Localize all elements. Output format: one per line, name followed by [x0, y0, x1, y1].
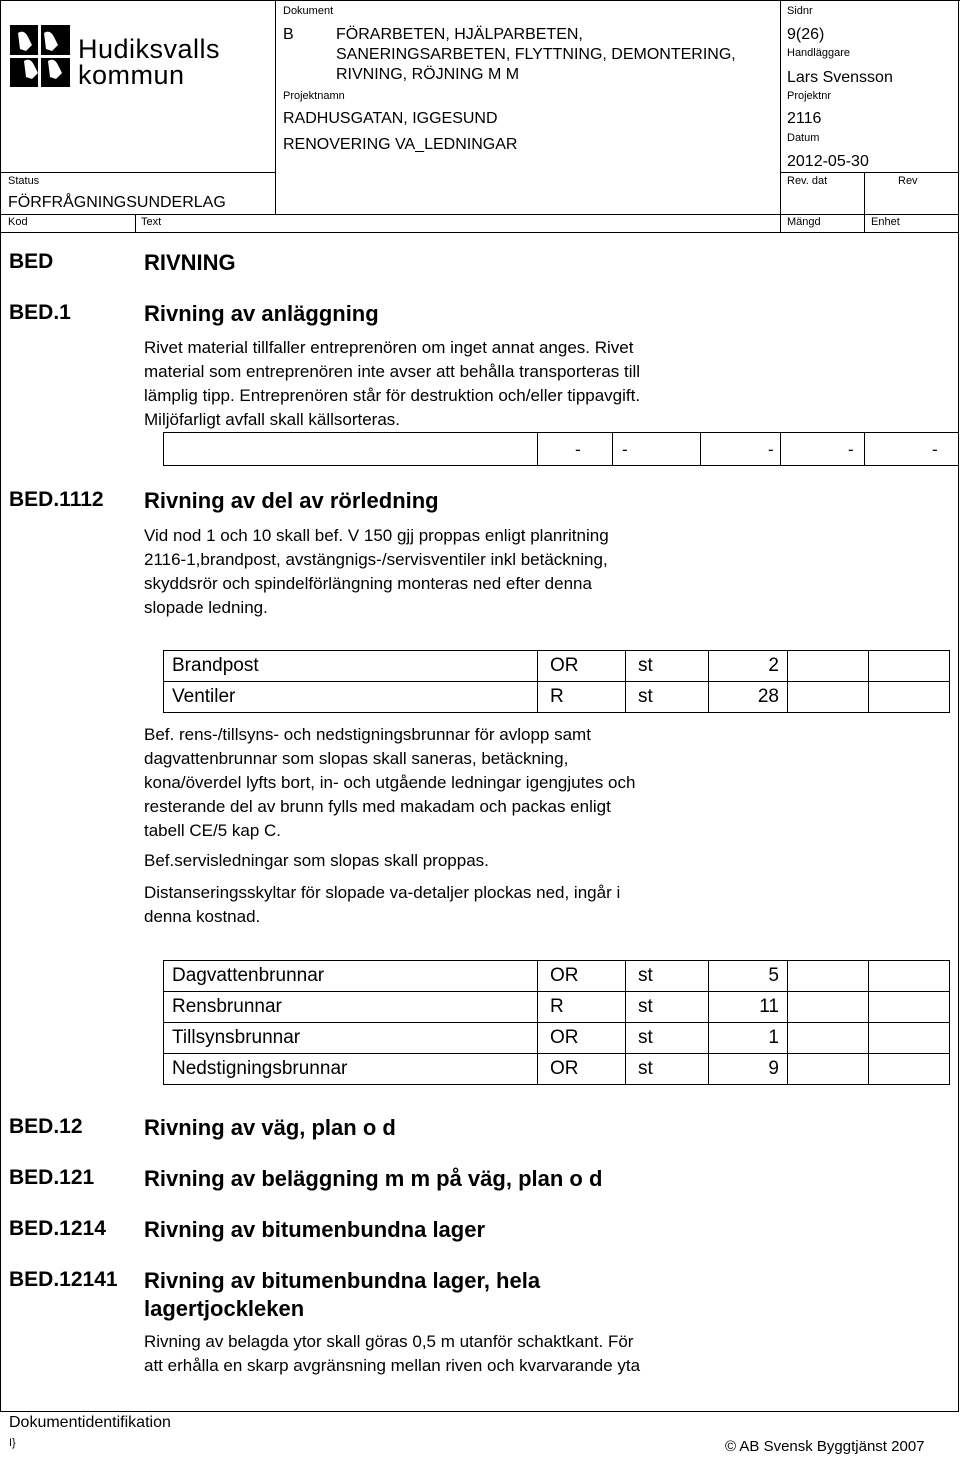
section-code: BED [9, 250, 54, 273]
dokument-line-1: FÖRARBETEN, HJÄLPARBETEN, [336, 26, 583, 43]
item-unit: st [626, 682, 709, 713]
dash-cell: - [848, 440, 854, 459]
handlaggare-value: Lars Svensson [787, 69, 893, 86]
item-unit: st [626, 961, 709, 992]
item-unit: st [626, 1054, 709, 1085]
section-code: BED.1112 [9, 488, 104, 511]
docid-value: I} [9, 1437, 16, 1449]
section-text: Rivet material tillfaller entreprenören om inget annat anges. Rivet material som entreprenören inte avser att behålla transporteras till lämplig tipp. Entreprenören står för destruktion och/eller tippavgift. Miljöfarligt avfall skall källsorteras. [144, 338, 641, 429]
section-code: BED.1 [9, 301, 71, 324]
item-name: Nedstigningsbrunnar [164, 1054, 538, 1085]
section-title: Rivning av beläggning m m på väg, plan o d [144, 1166, 603, 1191]
item-qty: 1 [709, 1023, 788, 1054]
dash-cell: - [932, 440, 938, 459]
item-code: OR [538, 651, 626, 682]
projektnr-value: 2116 [787, 110, 822, 127]
section-title: Rivning av väg, plan o d [144, 1115, 396, 1140]
handlaggare-label: Handläggare [787, 47, 850, 59]
sidnr-label: Sidnr [787, 5, 813, 17]
status-label: Status [8, 175, 40, 187]
item-name: Ventiler [164, 682, 538, 713]
table-row [164, 1023, 950, 1054]
section-text: Rivning av belagda ytor skall göras 0,5 m utanför schaktkant. För att erhålla en skarp avgränsning mellan riven och kvarvarande yta [144, 1332, 641, 1375]
status-value: FÖRFRÅGNINGSUNDERLAG [8, 194, 226, 211]
section-title: RIVNING [144, 250, 236, 275]
paragraph-skyltar: Distanseringsskyltar för slopade va-detaljer plockas ned, ingår i denna kostnad. [144, 883, 621, 926]
quantity-table-2 [163, 960, 950, 1085]
projektnamn-line-2: RENOVERING VA_LEDNINGAR [283, 136, 518, 153]
rev-label: Rev [898, 175, 918, 187]
item-unit: st [626, 651, 709, 682]
item-code: R [538, 992, 626, 1023]
dash-cell: - [575, 440, 581, 459]
col-text: Text [141, 216, 162, 228]
paragraph-servis: Bef.servisledningar som slopas skall proppas. [144, 851, 489, 870]
dokument-line-2: SANERINGSARBETEN, FLYTTNING, DEMONTERING, [336, 46, 736, 63]
docid-label: Dokumentidentifikation [9, 1414, 171, 1431]
section-text: Vid nod 1 och 10 skall bef. V 150 gjj proppas enligt planritning 2116-1,brandpost, avstängnigs-/servisventiler inkl betäckning, skyddsrör och spindelförlängning monteras ned efter denna slopade ledning. [144, 526, 609, 617]
item-code: OR [538, 1054, 626, 1085]
table-row [164, 651, 950, 682]
section-code: BED.12 [9, 1115, 83, 1138]
sidnr-value: 9(26) [787, 26, 825, 43]
col-kod: Kod [8, 216, 28, 228]
dokument-label: Dokument [283, 5, 334, 17]
section-title: Rivning av bitumenbundna lager, hela [144, 1268, 541, 1293]
paragraph-brunnar: Bef. rens-/tillsyns- och nedstigningsbrunnar för avlopp samt dagvattenbrunnar som slopas skall saneras, betäckning, kona/överdel lyfts bort, in- och utgående ledningar igengjutes och resterande del av brunn fylls med makadam och packas enligt tabell CE/5 kap C. [144, 725, 636, 840]
col-enhet: Enhet [871, 216, 900, 228]
section-code: BED.121 [9, 1166, 95, 1189]
goat-crest-icon [10, 25, 70, 87]
item-unit: st [626, 1023, 709, 1054]
section-title: Rivning av del av rörledning [144, 488, 439, 513]
item-name: Dagvattenbrunnar [164, 961, 538, 992]
table-row [164, 961, 950, 992]
logo-text-1: Hudiksvalls [78, 34, 221, 64]
item-name: Rensbrunnar [164, 992, 538, 1023]
section-code: BED.12141 [9, 1268, 118, 1291]
item-name: Brandpost [164, 651, 538, 682]
item-code: R [538, 682, 626, 713]
section-title-cont: lagertjockleken [144, 1296, 305, 1321]
section-title: Rivning av anläggning [144, 301, 379, 326]
item-qty: 28 [709, 682, 788, 713]
item-name: Tillsynsbrunnar [164, 1023, 538, 1054]
item-qty: 11 [709, 992, 788, 1023]
quantity-table-1 [163, 650, 950, 713]
copyright: © AB Svensk Byggtjänst 2007 [725, 1438, 925, 1455]
revdat-label: Rev. dat [787, 175, 828, 187]
projektnamn-line-1: RADHUSGATAN, IGGESUND [283, 110, 498, 127]
dokument-line-3: RIVNING, RÖJNING M M [336, 66, 520, 83]
section-code: BED.1214 [9, 1217, 106, 1240]
col-mangd: Mängd [787, 216, 821, 228]
item-unit: st [626, 992, 709, 1023]
section-title: Rivning av bitumenbundna lager [144, 1217, 486, 1242]
item-qty: 5 [709, 961, 788, 992]
table-row [164, 992, 950, 1023]
datum-value: 2012-05-30 [787, 153, 869, 170]
table-row [164, 1054, 950, 1085]
dash-cell: - [768, 440, 774, 459]
item-code: OR [538, 1023, 626, 1054]
item-code: OR [538, 961, 626, 992]
logo-text-2: kommun [78, 60, 185, 90]
item-qty: 9 [709, 1054, 788, 1085]
item-qty: 2 [709, 651, 788, 682]
logo [10, 25, 70, 85]
dash-cell: - [622, 440, 628, 459]
projektnamn-label: Projektnamn [283, 90, 345, 102]
table-row [164, 682, 950, 713]
dokument-code: B [283, 26, 294, 43]
projektnr-label: Projektnr [787, 90, 832, 102]
datum-label: Datum [787, 132, 820, 144]
